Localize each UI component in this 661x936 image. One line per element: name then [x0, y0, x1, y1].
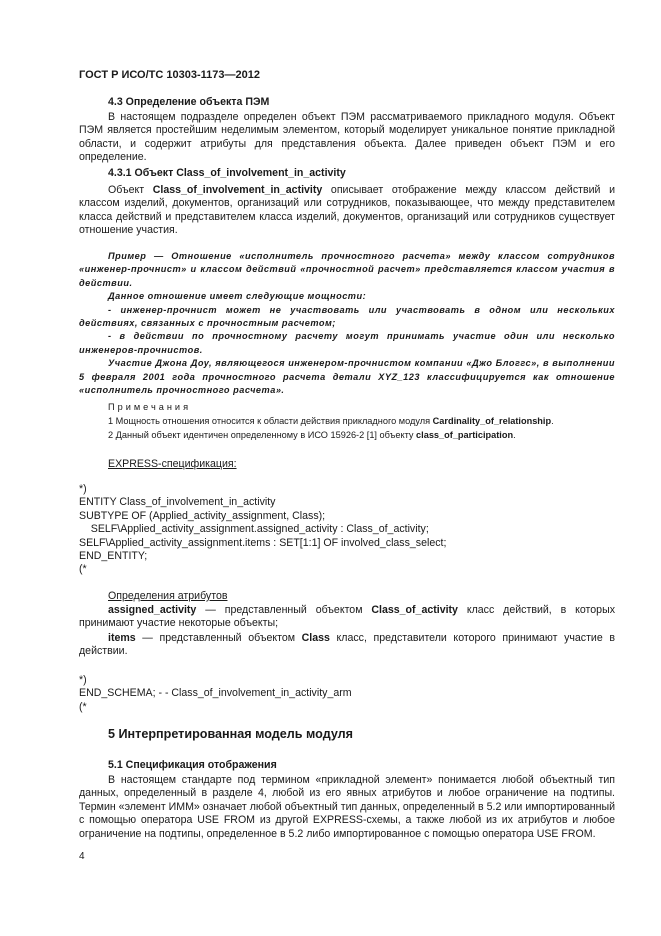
text-pre: Объект	[108, 184, 153, 196]
standard-header: ГОСТ Р ИСО/ТС 10303-1173—2012	[79, 69, 260, 81]
attr-name: assigned_activity	[108, 604, 197, 616]
express-label: EXPRESS-спецификация:	[108, 458, 237, 470]
heading-entity-name: Class_of_involvement_in_activity	[176, 167, 346, 179]
note-2-text: 2 Данный объект идентичен определенному в ИСО 15926-2 [1] объекту	[108, 430, 417, 440]
attributes-label: Определения атрибутов	[108, 590, 228, 602]
code-line: SELF\Applied_activity_assignment.assigned_activity : Class_of_activity;	[79, 523, 429, 536]
example-block	[79, 250, 615, 397]
section-5-1-heading: 5.1 Спецификация отображения	[108, 759, 277, 771]
attribute-assigned-activity	[79, 604, 615, 631]
express-code	[79, 483, 446, 577]
attr-text: класс, представители которого принимают участие в действии.	[79, 632, 615, 658]
text-post: описывает отображение между классом действий и классом изделий, документов, организаций или сотрудников, показывающее, что между представителем класса действий и представителем класса изделий, документов, организаций или сотрудников существует отношение участия.	[79, 184, 615, 237]
section-5-1-text: В настоящем стандарте под термином «прикладной элемент» понимается любой объектный тип данных, определенный в разделе 4, любой из его явных атрибутов и любое ограничение на подтипы. Термин «элемент ИММ» означает любой объектный тип данных, определенный в 5.2 или импортированный с помощью оператора USE FROM из другой EXPRESS-схемы, а также любой из их атрибутов и любое ограничение на подтипы, определенное в 5.2 либо импортированное с помощью оператора USE FROM.	[79, 774, 615, 840]
code-line: (*	[79, 700, 87, 713]
example-p3: - инженер-прочнист может не участвовать или участвовать в одном или нескольких действиях, связанных с прочностным расчетом;	[79, 304, 615, 329]
section-4-3-1-heading	[108, 167, 346, 179]
section-4-3-text: В настоящем подразделе определен объект ПЭМ рассматриваемого прикладного модуля. Объект ПЭМ является простейшим неделимым элементом, который моделирует уникальное понятие прикладной области, и содержит атрибуты для представления объекта. Далее приведен объект ПЭМ и его определение.	[79, 111, 615, 164]
note-2	[108, 428, 618, 442]
note-1-entity: Cardinality_of_relationship	[432, 416, 552, 426]
section-4-3-1-text	[79, 184, 615, 238]
note-1	[108, 414, 618, 428]
example-p5: Участие Джона Доу, являющегося инженером-прочнистом компании «Джо Блоггс», в выполнении 5 февраля 2001 года прочностного расчета детали XYZ_123 классифицируется как отношение «исполнитель прочностного расчета».	[79, 358, 615, 396]
code-line: END_SCHEMA; - - Class_of_involvement_in_activity_arm	[79, 687, 352, 700]
code-line: (*	[79, 563, 87, 576]
heading-number: 4.3.1 Объект	[108, 167, 177, 179]
example-p2: Данное отношение имеет следующие мощности:	[108, 291, 367, 302]
note-2-end: .	[513, 430, 516, 440]
attr-text: — представленный объектом	[196, 604, 372, 616]
attr-class: Class	[301, 632, 330, 644]
notes-title: Примечания	[108, 402, 192, 412]
code-line: SELF\Applied_activity_assignment.items : SET[1:1] OF involved_class_select;	[79, 536, 447, 549]
attr-text: класс действий, в которых принимают участие некоторые объекты;	[79, 604, 615, 630]
code-line: *)	[79, 674, 87, 686]
code-line: SUBTYPE OF (Applied_activity_assignment, Class);	[79, 509, 326, 522]
example-p4: - в действии по прочностному расчету могут принимать участие один или несколько инженеров-прочнистов.	[79, 331, 615, 355]
note-1-text: 1 Мощность отношения относится к области действия прикладного модуля	[108, 416, 433, 426]
express-code-end	[79, 674, 352, 714]
code-line: *)	[79, 483, 87, 495]
section-5-heading: 5 Интерпретированная модель модуля	[108, 727, 354, 741]
attr-name: items	[108, 632, 136, 644]
attr-text: — представленный объектом	[135, 632, 302, 644]
page-number: 4	[79, 851, 85, 862]
note-2-entity: class_of_participation	[416, 430, 514, 440]
attr-class: Class_of_activity	[371, 604, 458, 616]
section-4-3-heading: 4.3 Определение объекта ПЭМ	[108, 96, 270, 108]
note-1-end: .	[551, 416, 554, 426]
entity-name: Class_of_involvement_in_activity	[152, 184, 323, 196]
example-p1: Пример — Отношение «исполнитель прочностного расчета» между классом сотрудников «инженер-прочнист» и классом действий «прочностной расчет» представляется классом участия в действии.	[79, 251, 615, 288]
code-line: ENTITY Class_of_involvement_in_activity	[79, 496, 276, 509]
code-line: END_ENTITY;	[79, 550, 148, 563]
attribute-items	[79, 632, 615, 659]
